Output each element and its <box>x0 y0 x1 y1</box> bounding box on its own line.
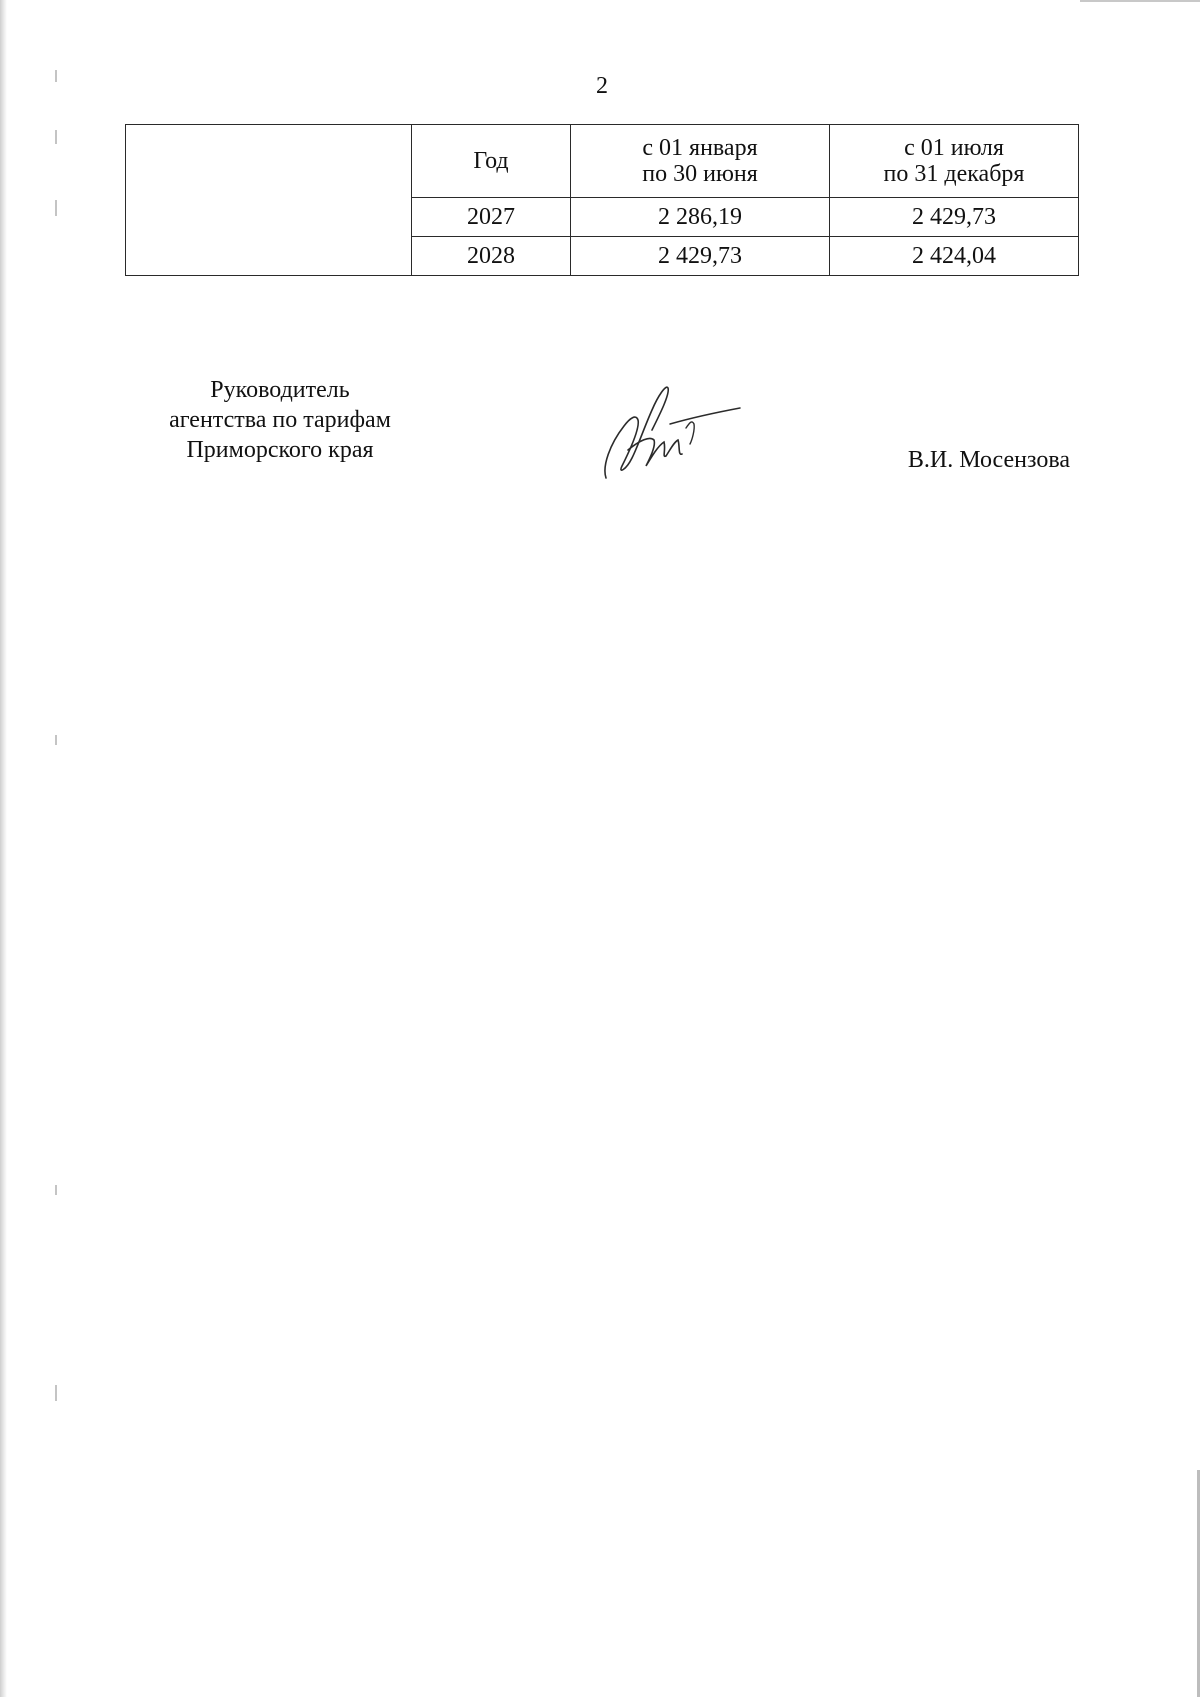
row-period1-value: 2 429,73 <box>571 237 830 276</box>
scan-margin-mark <box>55 200 57 216</box>
handwritten-signature-icon <box>600 370 750 485</box>
header-period-second-half-line2: по 31 декабря <box>883 161 1025 187</box>
signatory-title-line3: Приморского края <box>186 437 374 463</box>
scan-margin-mark <box>55 70 57 82</box>
scan-margin-mark <box>55 1385 57 1401</box>
scan-margin-mark <box>55 130 57 144</box>
tariff-table <box>125 124 1079 276</box>
scan-margin-mark <box>55 1185 57 1195</box>
scan-top-edge <box>1080 0 1200 2</box>
header-period-first-half-line1: с 01 января <box>642 135 758 161</box>
table-header-row <box>126 125 1079 198</box>
header-period-first-half-line2: по 30 июня <box>642 161 758 187</box>
header-period-second-half <box>830 125 1079 198</box>
row-period1-value: 2 286,19 <box>571 198 830 237</box>
row-period2-value: 2 429,73 <box>830 198 1079 237</box>
signatory-title <box>130 375 430 465</box>
table-blank-cell <box>126 125 412 276</box>
page-number: 2 <box>596 73 608 99</box>
scan-left-edge <box>0 0 7 1697</box>
header-year: Год <box>412 125 571 198</box>
header-period-first-half <box>571 125 830 198</box>
row-year: 2027 <box>412 198 571 237</box>
signatory-title-line2: агентства по тарифам <box>169 407 391 433</box>
row-period2-value: 2 424,04 <box>830 237 1079 276</box>
row-year: 2028 <box>412 237 571 276</box>
signatory-title-line1: Руководитель <box>210 377 350 403</box>
signer-name: В.И. Мосензова <box>907 447 1070 473</box>
header-period-second-half-line1: с 01 июля <box>904 135 1004 161</box>
scan-margin-mark <box>55 735 57 745</box>
